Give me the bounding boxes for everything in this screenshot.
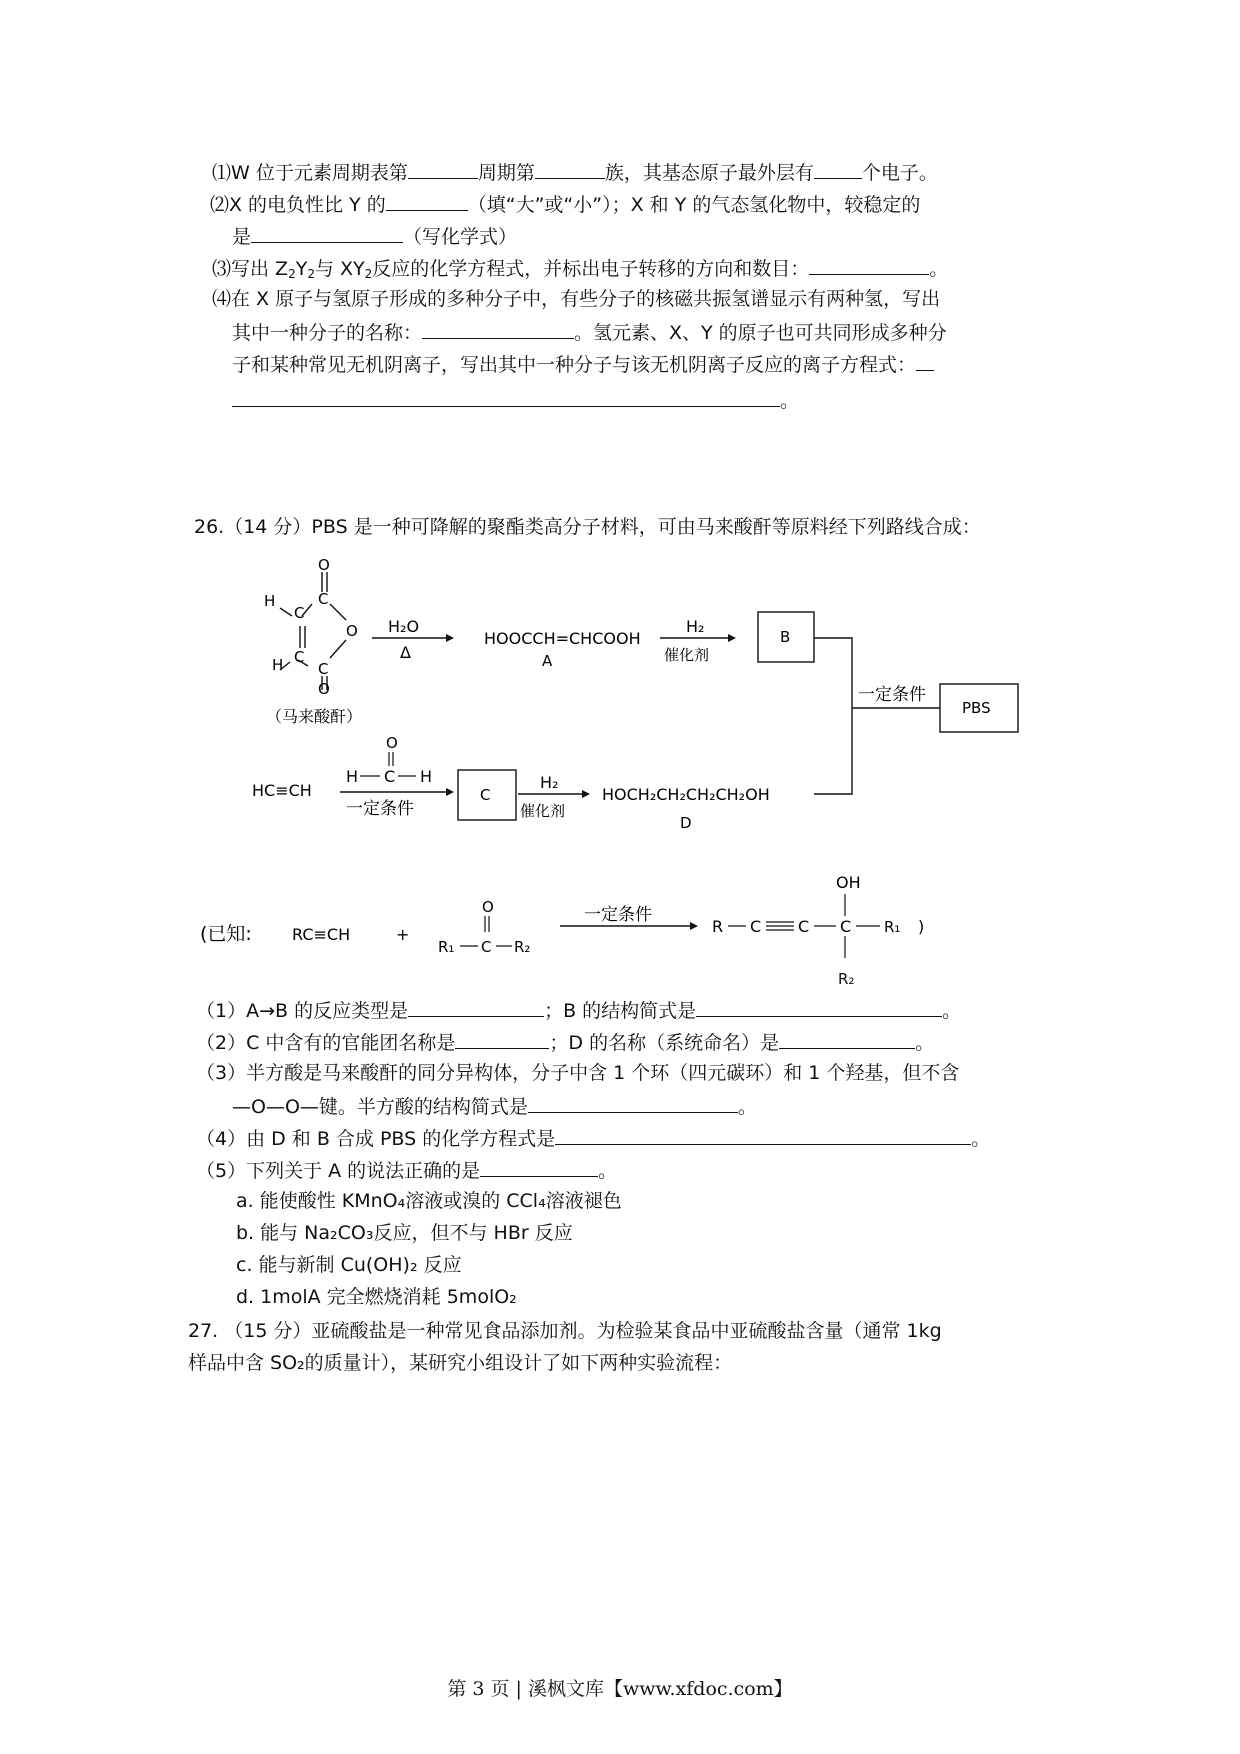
atom-c: C bbox=[294, 604, 305, 622]
answer-blank[interactable] bbox=[386, 190, 468, 211]
answer-blank[interactable] bbox=[408, 996, 544, 1017]
atom-h: H bbox=[264, 592, 276, 610]
atom-c: C bbox=[840, 917, 852, 936]
answer-blank[interactable] bbox=[251, 222, 403, 243]
q26-sub3 bbox=[196, 1060, 959, 1086]
compound-a: HOOCCH=CHCOOH bbox=[484, 629, 641, 648]
group-r: R bbox=[712, 917, 724, 936]
text: （写化学式） bbox=[403, 226, 518, 248]
option-c bbox=[236, 1252, 462, 1278]
compound-d: HOCH₂CH₂CH₂CH₂OH bbox=[602, 785, 770, 804]
subscript: 2 bbox=[307, 267, 315, 281]
q25-part4-line2 bbox=[232, 318, 947, 346]
group-r1: R₁ bbox=[438, 938, 455, 956]
text: 子和某种常见无机阴离子，写出其中一种分子与该无机阴离子反应的离子方程式： bbox=[232, 354, 917, 376]
group-r1: R₁ bbox=[884, 918, 901, 936]
option-b bbox=[236, 1220, 573, 1246]
text: —O—O—键。半方酸的结构简式是 bbox=[232, 1096, 528, 1118]
box-c-label: C bbox=[480, 786, 491, 804]
text: 。 bbox=[942, 1000, 962, 1022]
atom-h: H bbox=[346, 767, 359, 786]
q26-sub2 bbox=[196, 1028, 934, 1056]
answer-blank[interactable] bbox=[535, 158, 605, 179]
q25-part2 bbox=[210, 190, 920, 218]
text: （2）C 中含有的官能团名称是 bbox=[196, 1032, 456, 1054]
text: 。 bbox=[971, 1128, 991, 1150]
text: d. 1molA 完全燃烧消耗 5molO₂ bbox=[236, 1286, 517, 1308]
text: 个电子。 bbox=[861, 162, 938, 184]
answer-blank[interactable] bbox=[809, 254, 929, 275]
answer-blank[interactable] bbox=[814, 158, 862, 179]
q27-line2 bbox=[188, 1350, 732, 1376]
group-r2: R₂ bbox=[514, 938, 531, 956]
q27-line1 bbox=[188, 1318, 942, 1344]
atom-o: O bbox=[346, 622, 358, 640]
synthesis-scheme bbox=[0, 548, 1240, 968]
text: （5）下列关于 A 的说法正确的是 bbox=[196, 1160, 481, 1182]
atom-c: C bbox=[318, 660, 329, 678]
page-footer: 第 3 页 | 溪枫文库【www.xfdoc.com】 bbox=[447, 1678, 793, 1700]
answer-blank[interactable] bbox=[696, 996, 942, 1017]
text: ；D 的名称（系统命名）是 bbox=[549, 1032, 780, 1054]
text: （1）A→B 的反应类型是 bbox=[196, 1000, 409, 1022]
text: 27. （15 分）亚硫酸盐是一种常见食品添加剂。为检验某食品中亚硫酸盐含量（通常 1kg bbox=[188, 1320, 942, 1342]
q25-part3 bbox=[212, 254, 948, 282]
text: a. 能使酸性 KMnO₄溶液或溴的 CCl₄溶液褪色 bbox=[236, 1190, 622, 1212]
text: ⑵X 的电负性比 Y 的 bbox=[210, 194, 386, 216]
answer-blank[interactable] bbox=[555, 1124, 971, 1145]
known-plus: + bbox=[396, 925, 410, 944]
label-a: A bbox=[542, 652, 553, 670]
label-d: D bbox=[680, 814, 692, 832]
answer-blank[interactable] bbox=[480, 1156, 598, 1177]
arrow-condition: Δ bbox=[400, 643, 411, 662]
text: 。 bbox=[737, 1096, 757, 1118]
text: 26.（14 分）PBS 是一种可降解的聚酯类高分子材料，可由马来酸酐等原料经下列路线合成： bbox=[194, 516, 981, 538]
subscript: 2 bbox=[364, 267, 373, 281]
q26-sub3-cont bbox=[232, 1092, 757, 1120]
q25-part4-line4 bbox=[232, 386, 799, 414]
text: 。 bbox=[598, 1160, 618, 1182]
arrow-reagent: H₂ bbox=[540, 773, 559, 792]
q25-part1 bbox=[212, 158, 938, 186]
arrow-condition: 催化剂 bbox=[664, 646, 710, 664]
atom-c: C bbox=[798, 917, 810, 936]
q26-title bbox=[194, 514, 981, 540]
text: ⑴W 位于元素周期表第 bbox=[212, 162, 408, 184]
answer-blank[interactable] bbox=[422, 318, 574, 339]
text: 族，其基态原子最外层有 bbox=[604, 162, 814, 184]
atom-c: C bbox=[294, 648, 305, 666]
known-prefix: (已知: bbox=[200, 923, 252, 945]
atom-c: C bbox=[750, 917, 762, 936]
text: b. 能与 Na₂CO₃反应，但不与 HBr 反应 bbox=[236, 1222, 573, 1244]
known-r2-bottom bbox=[838, 966, 854, 992]
answer-blank[interactable] bbox=[528, 1092, 738, 1113]
arrow-reagent: H₂O bbox=[388, 617, 420, 636]
text: 。 bbox=[780, 390, 800, 412]
arrow-condition: 一定条件 bbox=[584, 905, 652, 925]
q26-sub4 bbox=[196, 1124, 990, 1152]
atom-o: O bbox=[482, 898, 494, 916]
arrow-condition: 一定条件 bbox=[346, 799, 414, 819]
text: ⑶写出 Z bbox=[212, 258, 289, 280]
acetylene: HC≡CH bbox=[252, 781, 312, 800]
text: 。氢元素、X、Y 的原子也可共同形成多种分 bbox=[574, 322, 947, 344]
group-r2: R₂ bbox=[838, 970, 855, 988]
option-d bbox=[236, 1284, 517, 1310]
text: ⑷在 X 原子与氢原子形成的多种分子中，有些分子的核磁共振氢谱显示有两种氢，写出 bbox=[212, 288, 941, 310]
q25-part4-line3 bbox=[232, 350, 934, 378]
atom-c: C bbox=[384, 767, 396, 786]
text: c. 能与新制 Cu(OH)₂ 反应 bbox=[236, 1254, 462, 1276]
text: （填“大”或“小”）；X 和 Y 的气态氢化物中，较稳定的 bbox=[467, 194, 921, 216]
text: ；B 的结构简式是 bbox=[544, 1000, 697, 1022]
atom-o: O bbox=[318, 680, 330, 698]
subscript: 2 bbox=[288, 267, 296, 281]
text: （4）由 D 和 B 合成 PBS 的化学方程式是 bbox=[196, 1128, 556, 1150]
known-alkyne: RC≡CH bbox=[292, 925, 351, 944]
answer-blank[interactable] bbox=[232, 386, 780, 407]
condition-label: 一定条件 bbox=[858, 685, 926, 705]
text: 其中一种分子的名称： bbox=[232, 322, 423, 344]
atom-c: C bbox=[318, 590, 329, 608]
atom-o: O bbox=[386, 734, 398, 752]
box-pbs-label: PBS bbox=[962, 699, 991, 717]
answer-blank[interactable] bbox=[408, 158, 478, 179]
text: 。 bbox=[929, 258, 949, 280]
box-b-label: B bbox=[780, 628, 791, 646]
atom-c: C bbox=[481, 938, 492, 956]
q26-sub5 bbox=[196, 1156, 617, 1184]
atom-h: H bbox=[420, 767, 433, 786]
arrow-reagent: H₂ bbox=[686, 617, 705, 636]
group-oh: OH bbox=[836, 873, 861, 892]
text: 是 bbox=[232, 226, 252, 248]
known-close: ) bbox=[918, 917, 925, 936]
answer-blank[interactable] bbox=[779, 1028, 915, 1049]
text: 反应的化学方程式，并标出电子转移的方向和数目： bbox=[372, 258, 810, 280]
maleic-label: （马来酸酐） bbox=[266, 707, 363, 726]
q25-part4 bbox=[212, 286, 940, 312]
option-a bbox=[236, 1188, 622, 1214]
text: 周期第 bbox=[477, 162, 535, 184]
answer-blank[interactable] bbox=[455, 1028, 549, 1049]
maleic-anhydride-structure bbox=[280, 572, 346, 690]
text: 。 bbox=[915, 1032, 935, 1054]
q25-part2-cont bbox=[232, 222, 517, 250]
atom-h: H bbox=[272, 656, 284, 674]
text: 样品中含 SO₂的质量计），某研究小组设计了如下两种实验流程： bbox=[188, 1352, 733, 1374]
text: （3）半方酸是马来酸酐的同分异构体，分子中含 1 个环（四元碳环）和 1 个羟基，但不含 bbox=[196, 1062, 960, 1084]
text: 与 XY bbox=[314, 258, 365, 280]
text: Y bbox=[295, 258, 308, 280]
q26-sub1 bbox=[196, 996, 961, 1024]
answer-blank[interactable] bbox=[916, 350, 934, 371]
arrow-condition: 催化剂 bbox=[520, 802, 566, 820]
atom-o: O bbox=[318, 556, 330, 574]
